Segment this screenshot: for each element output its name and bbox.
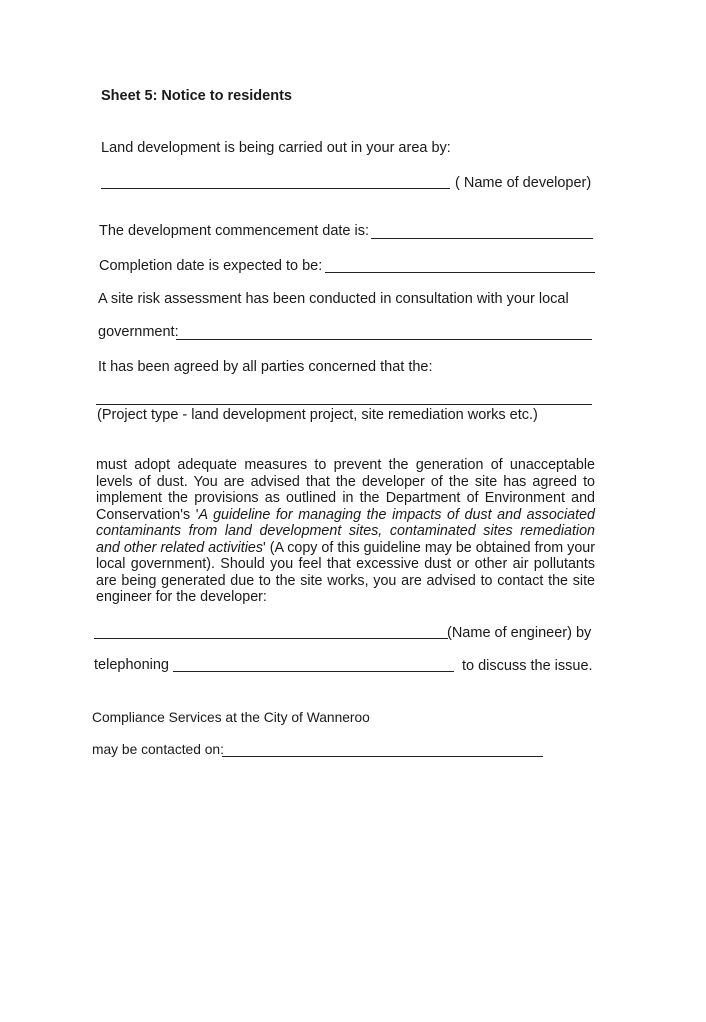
developer-name-line[interactable]: [101, 188, 450, 189]
paragraph-part1: must adopt adequate measures to prevent the generation of unacceptable levels of dust. You are advised that the developer of the site has agreed to implement the provisions as outlined in the Department of Environment and Conservation's ': [96, 457, 595, 523]
paragraph-part2: ' (A copy of this guideline may be obtained from your local government). Should you feel that excessive dust or other air pollutants are being generated due to the site works, you are advised to contact the site engineer for the developer:: [96, 539, 595, 605]
contact-number-line[interactable]: [222, 756, 543, 757]
developer-label: ( Name of developer): [455, 175, 592, 191]
risk-assessment-text: A site risk assessment has been conducted in consultation with your local: [98, 291, 569, 307]
telephone-line[interactable]: [173, 671, 454, 672]
telephoning-label: telephoning: [94, 657, 169, 673]
engineer-name-line[interactable]: [94, 638, 448, 639]
compliance-services-text: Compliance Services at the City of Wanneroo: [92, 710, 370, 725]
engineer-label: (Name of engineer) by: [447, 625, 592, 641]
dust-measures-paragraph: [96, 457, 595, 606]
discuss-label: to discuss the issue.: [462, 658, 593, 674]
agreed-text: It has been agreed by all parties concerned that the:: [98, 359, 433, 375]
guideline-title: A guideline for managing the impacts of dust and associated contaminants from land development sites, contaminated sites remediation and other related activities: [96, 506, 595, 556]
government-line[interactable]: [176, 339, 592, 340]
intro-text: Land development is being carried out in your area by:: [101, 140, 451, 156]
project-type-label: (Project type - land development project, site remediation works etc.): [97, 407, 538, 423]
project-type-line[interactable]: [96, 404, 592, 405]
commencement-date-line[interactable]: [371, 238, 593, 239]
commencement-label: The development commencement date is:: [99, 223, 369, 239]
completion-label: Completion date is expected to be:: [99, 258, 323, 274]
sheet-title: Sheet 5: Notice to residents: [101, 88, 292, 104]
government-label: government:: [98, 324, 179, 340]
completion-date-line[interactable]: [325, 272, 595, 273]
contacted-label: may be contacted on:: [92, 742, 224, 757]
